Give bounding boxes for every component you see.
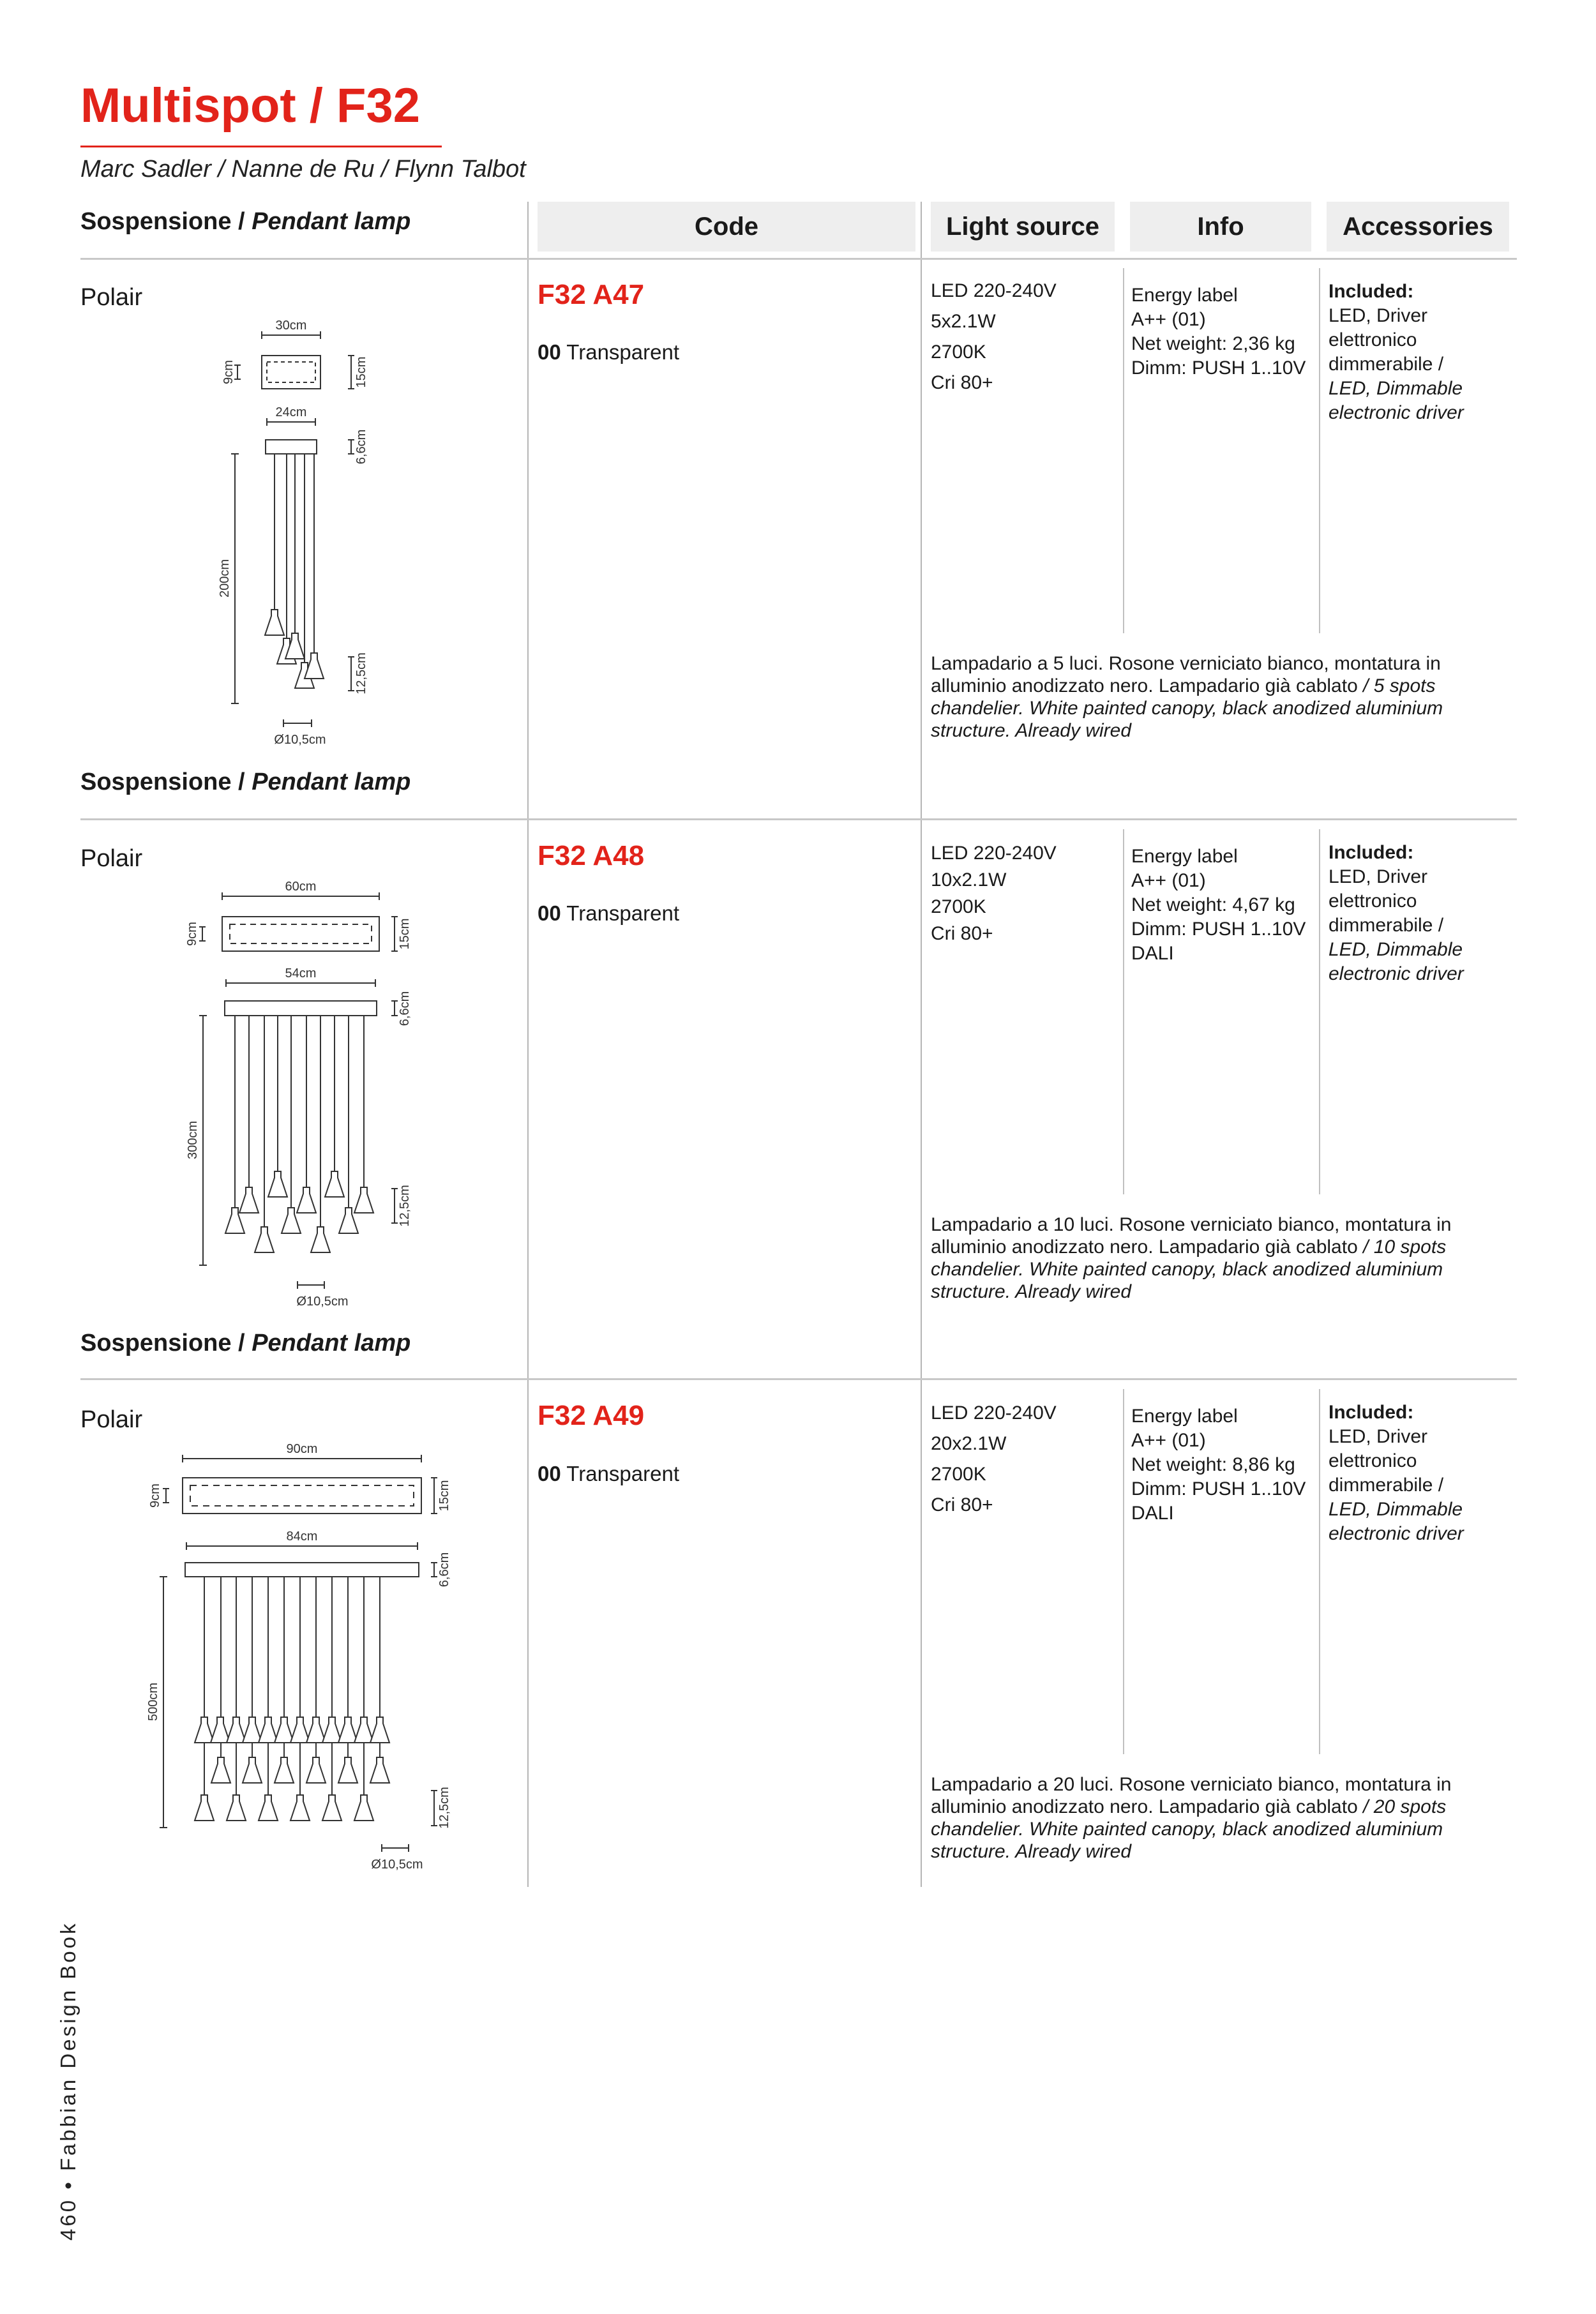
book-title: Fabbian Design Book	[56, 1921, 80, 2172]
technical-drawing	[179, 875, 434, 1315]
dim-canopy-depth: 9cm	[185, 922, 199, 946]
section-label-en: Pendant lamp	[252, 208, 411, 235]
product-code: F32 A48	[538, 840, 645, 871]
dim-canopy-width: 30cm	[275, 319, 307, 333]
dim-shade-height: 12,5cm	[398, 1185, 412, 1227]
dim-canopy-outer: 15cm	[398, 918, 412, 950]
dim-shade-height: 12,5cm	[354, 652, 368, 695]
title-underline	[80, 146, 442, 147]
description-it: Lampadario a 5 luci. Rosone verniciato bianco, montatura in alluminio anodizzato nero. Lampadario già cablato	[931, 653, 1441, 696]
column-header-light-source: Light source	[931, 202, 1115, 252]
lamp-type: Polair	[80, 845, 143, 872]
light-source	[931, 276, 1057, 398]
product-code: F32 A49	[538, 1400, 645, 1431]
accessories-line-en: LED, Dimmable	[1329, 1499, 1463, 1520]
product-description	[931, 1773, 1480, 1863]
product-description	[931, 652, 1480, 742]
product-description	[931, 1213, 1480, 1303]
finish-name: Transparent	[566, 1462, 679, 1485]
row-separator	[80, 258, 1517, 260]
info-line: Energy label	[1131, 846, 1238, 867]
section-heading	[80, 208, 410, 236]
page-number: 460	[56, 2197, 80, 2241]
dim-cable-length: 500cm	[146, 1682, 160, 1722]
finish-name: Transparent	[566, 901, 679, 925]
dim-canopy-height: 6,6cm	[354, 429, 368, 465]
light-source-line: 10x2.1W	[931, 869, 1007, 890]
technical-drawing	[217, 313, 396, 753]
dim-canopy-outer: 15cm	[437, 1480, 451, 1512]
section-label-en: Pendant lamp	[252, 769, 411, 795]
accessories-line-en: electronic driver	[1329, 963, 1464, 984]
accessories-line: LED, Driver	[1329, 305, 1428, 326]
info	[1131, 1404, 1306, 1526]
accessories-line-en: LED, Dimmable	[1329, 378, 1463, 399]
section-heading	[80, 1330, 410, 1357]
row-separator	[80, 818, 1517, 820]
dim-canopy-depth: 9cm	[148, 1484, 162, 1508]
row-separator	[80, 1378, 1517, 1380]
info	[1131, 845, 1306, 966]
dim-canopy-width: 90cm	[286, 1442, 318, 1456]
accessories-line-en: electronic driver	[1329, 1523, 1464, 1544]
accessories-line: elettronico	[1329, 329, 1417, 350]
info-line: Dimm: PUSH 1..10V	[1131, 1478, 1306, 1499]
info-line: Energy label	[1131, 1406, 1238, 1427]
accessories-included-label: Included:	[1329, 281, 1414, 302]
column-divider	[921, 202, 922, 1887]
finish	[538, 1462, 679, 1486]
technical-drawing	[140, 1436, 472, 1877]
accessories-line: LED, Driver	[1329, 1426, 1428, 1447]
dim-canopy-outer: 15cm	[354, 356, 368, 388]
accessories-line-en: electronic driver	[1329, 402, 1464, 423]
info-line: A++ (01)	[1131, 870, 1206, 891]
accessories-included-label: Included:	[1329, 1402, 1414, 1423]
cell-divider	[1123, 268, 1124, 633]
light-source	[931, 1398, 1057, 1521]
light-source-line: 20x2.1W	[931, 1433, 1007, 1454]
footer-bullet: •	[56, 2179, 80, 2190]
light-source-line: Cri 80+	[931, 923, 993, 944]
product-code: F32 A47	[538, 279, 645, 310]
cell-divider	[1319, 1389, 1320, 1754]
lamp-type: Polair	[80, 1406, 143, 1433]
finish-name: Transparent	[566, 340, 679, 364]
finish	[538, 901, 679, 926]
dim-shade-diameter: Ø10,5cm	[371, 1858, 423, 1872]
cell-divider	[1123, 1389, 1124, 1754]
info-line: Net weight: 8,86 kg	[1131, 1454, 1295, 1475]
dim-canopy-inner: 54cm	[285, 966, 317, 980]
info-line: DALI	[1131, 1503, 1174, 1524]
light-source-line: 2700K	[931, 896, 986, 917]
light-source-line: 2700K	[931, 1464, 986, 1485]
accessories-line: elettronico	[1329, 890, 1417, 912]
column-header-accessories: Accessories	[1327, 202, 1509, 252]
light-source-line: LED 220-240V	[931, 843, 1057, 864]
section-heading	[80, 769, 410, 796]
accessories-line: LED, Driver	[1329, 866, 1428, 887]
cell-divider	[1319, 268, 1320, 633]
light-source	[931, 840, 1057, 947]
accessories-included-label: Included:	[1329, 842, 1414, 863]
description-en: / 20 spots chandelier. White painted canopy, black anodized aluminium structure. Already wired	[931, 1796, 1447, 1862]
section-label-it: Sospensione /	[80, 769, 245, 795]
lamp-type: Polair	[80, 284, 143, 311]
page-footer	[56, 1921, 80, 2241]
light-source-line: LED 220-240V	[931, 280, 1057, 301]
description-it: Lampadario a 10 luci. Rosone verniciato bianco, montatura in alluminio anodizzato nero. Lampadario già cablato	[931, 1214, 1452, 1258]
accessories-line: elettronico	[1329, 1450, 1417, 1471]
dim-canopy-depth: 9cm	[222, 360, 236, 384]
description-en: / 5 spots chandelier. White painted canopy, black anodized aluminium structure. Already wired	[931, 675, 1443, 741]
info	[1131, 283, 1306, 380]
cell-divider	[1123, 829, 1124, 1194]
accessories-line-en: LED, Dimmable	[1329, 939, 1463, 960]
dim-cable-length: 200cm	[218, 559, 232, 598]
dim-canopy-inner: 24cm	[275, 405, 307, 419]
cell-divider	[1319, 829, 1320, 1194]
column-header-code: Code	[538, 202, 915, 252]
accessories	[1329, 1401, 1464, 1546]
light-source-line: 2700K	[931, 342, 986, 363]
accessories-line: dimmerabile /	[1329, 1475, 1444, 1496]
dim-canopy-width: 60cm	[285, 880, 317, 894]
finish-code: 00	[538, 1462, 561, 1485]
info-line: A++ (01)	[1131, 309, 1206, 330]
dim-canopy-inner: 84cm	[286, 1529, 318, 1544]
light-source-line: Cri 80+	[931, 1494, 993, 1515]
accessories-line: dimmerabile /	[1329, 915, 1444, 936]
column-header-info: Info	[1130, 202, 1311, 252]
info-line: A++ (01)	[1131, 1430, 1206, 1451]
dim-shade-diameter: Ø10,5cm	[274, 733, 326, 747]
description-it: Lampadario a 20 luci. Rosone verniciato bianco, montatura in alluminio anodizzato nero. Lampadario già cablato	[931, 1774, 1452, 1817]
finish	[538, 340, 679, 364]
accessories	[1329, 841, 1464, 986]
section-label-en: Pendant lamp	[252, 1330, 411, 1356]
light-source-line: Cri 80+	[931, 372, 993, 393]
light-source-line: LED 220-240V	[931, 1402, 1057, 1424]
dim-shade-height: 12,5cm	[437, 1787, 451, 1829]
info-line: Net weight: 4,67 kg	[1131, 894, 1295, 915]
info-line: Energy label	[1131, 285, 1238, 306]
info-line: Dimm: PUSH 1..10V	[1131, 357, 1306, 379]
description-en: / 10 spots chandelier. White painted canopy, black anodized aluminium structure. Already wired	[931, 1236, 1447, 1302]
accessories-line: dimmerabile /	[1329, 354, 1444, 375]
dim-cable-length: 300cm	[186, 1120, 200, 1160]
finish-code: 00	[538, 340, 561, 364]
section-label-it: Sospensione /	[80, 1330, 245, 1356]
page-title: Multispot / F32	[80, 79, 420, 133]
section-label-it: Sospensione /	[80, 208, 245, 235]
dim-shade-diameter: Ø10,5cm	[296, 1295, 349, 1309]
column-divider	[527, 202, 529, 1887]
designers: Marc Sadler / Nanne de Ru / Flynn Talbot	[80, 156, 526, 183]
finish-code: 00	[538, 901, 561, 925]
info-line: Dimm: PUSH 1..10V	[1131, 919, 1306, 940]
dim-canopy-height: 6,6cm	[398, 991, 412, 1026]
dim-canopy-height: 6,6cm	[437, 1552, 451, 1588]
info-line: Net weight: 2,36 kg	[1131, 333, 1295, 354]
light-source-line: 5x2.1W	[931, 311, 996, 332]
info-line: DALI	[1131, 943, 1174, 964]
accessories	[1329, 280, 1464, 425]
